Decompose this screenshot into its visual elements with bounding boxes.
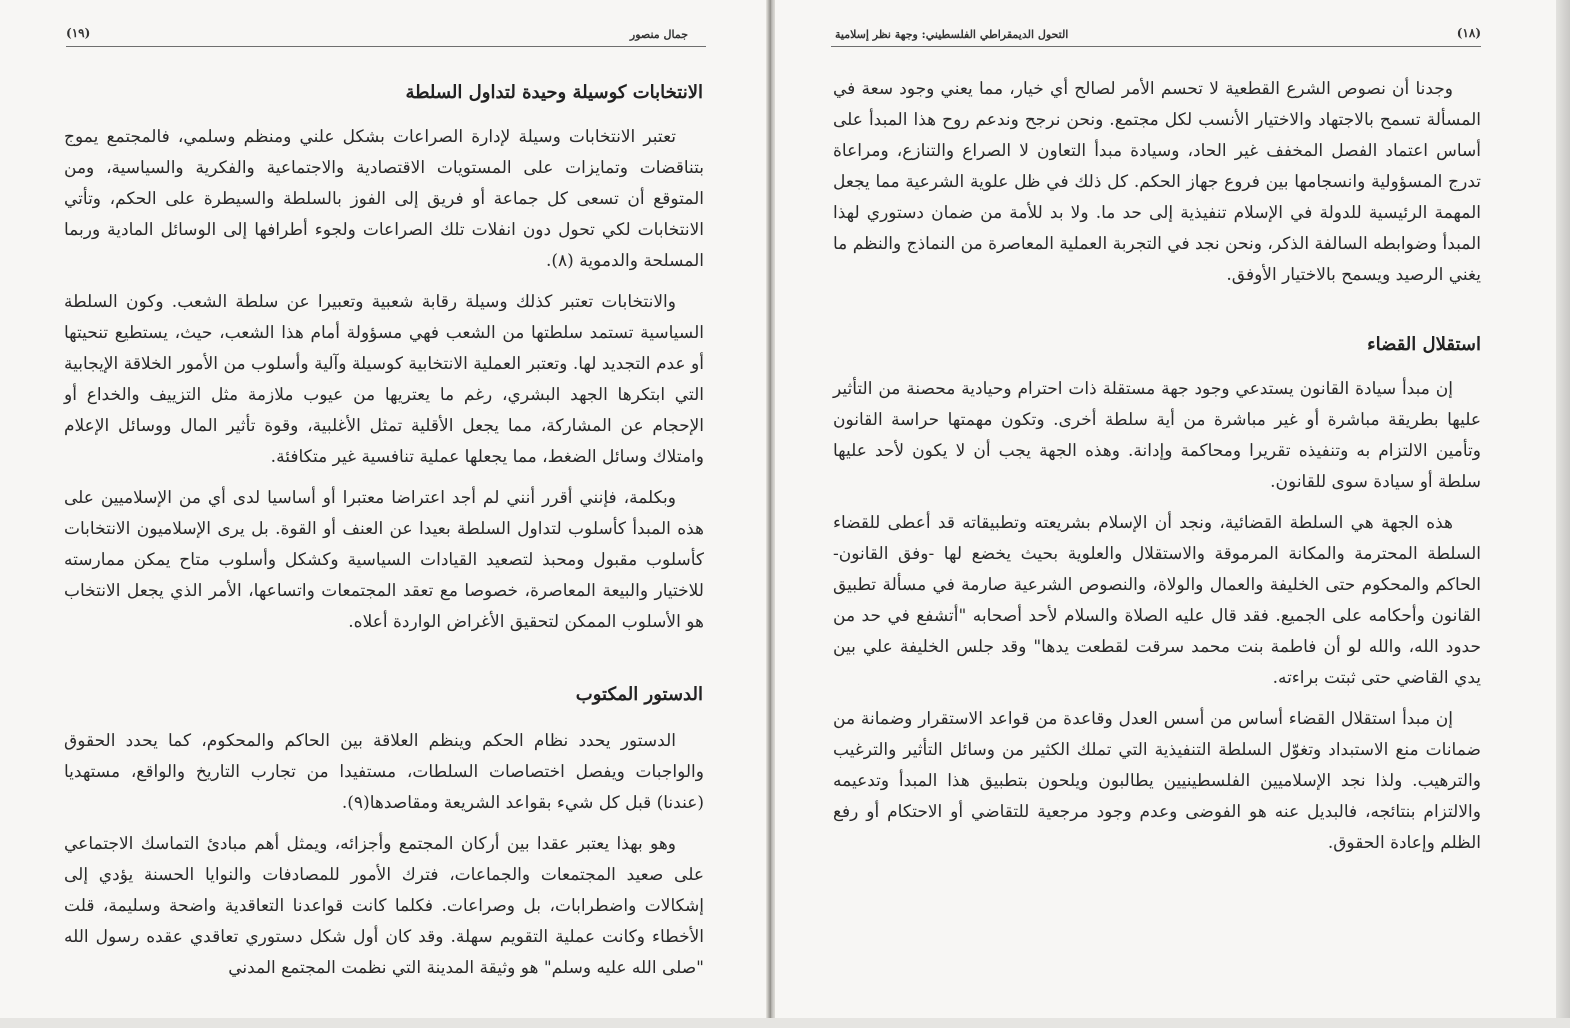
paragraph: والانتخابات تعتبر كذلك وسيلة رقابة شعبية وتعبيرا عن سلطة الشعب. وكون السلطة السياسية تستمد سلطتها من الشعب فهي مسؤولة أمام هذا الشعب، حيث، يستطيع تنحيتها أو عدم التجديد لها. وتعتبر العملية الانتخابية كوسيلة وآلية وأسلوب من الأمور الخلاقة الإيجابية التي ابتكرها الجهد البشري، رغم ما يعتريها من عيوب ملازمة مثل التزييف والخداع أو الإحجام عن المشاركة، مما يجعل الأقلية تمثل الأغلبية، وقوة تأثير المال ووسائل الإعلام وامتلاك وسائل الضغط، مما يجعلها عملية تنافسية غير متكافئة. xyxy=(64,292,704,467)
page-edge-right xyxy=(1556,0,1570,1028)
paragraph: إن مبدأ سيادة القانون يستدعي وجود جهة مستقلة ذات احترام وحيادية محصنة من التأثير عليها بطريقة مباشرة أو غير مباشرة من أية سلطة أخرى. وتكون مهمتها حراسة القانون وتأمين الالتزام به وتنفيذه تقريرا ومحاكمة وإدانة. وهذه الجهة يجب أن لا يكون لأحد عليها سلطة أو سيادة سوى للقانون. xyxy=(833,379,1481,492)
section-body-constitution xyxy=(64,726,704,984)
paragraph: تعتبر الانتخابات وسيلة لإدارة الصراعات بشكل علني ومنظم وسلمي، فالمجتمع يموج بتناقضات وتمايزات على المستويات الاقتصادية والاجتماعية والفكرية والسياسية، ومن المتوقع أن تسعى كل جماعة أو فريق إلى الفوز بالسلطة والسيطرة على الحكم، وتأتي الانتخابات لكي تحول دون انفلات تلك الصراعات ولجوء أطرافها إلى الوسائل المادية وربما المسلحة والدموية (٨). xyxy=(64,127,704,271)
paragraph: وبكلمة، فإنني أقرر أنني لم أجد اعتراضا معتبرا أو أساسيا لدى أي من الإسلاميين على هذه المبدأ كأسلوب لتداول السلطة بعيدا عن العنف أو القوة. بل يرى الإسلاميون الانتخابات كأسلوب مقبول ومحبذ لتصعيد القيادات السياسية وكشكل وأسلوب متاح يمكن ممارسته للاختيار والبيعة المعاصرة، خصوصا مع تعقد المجتمعات واتساعها، الأمر الذي يجعل الانتخاب هو الأسلوب الممكن لتحقيق الأغراض الواردة أعلاه. xyxy=(64,488,704,632)
paragraph: وهو بهذا يعتبر عقدا بين أركان المجتمع وأجزائه، ويمثل أهم مبادئ التماسك الاجتماعي على صعيد المجتمعات والجماعات، فترك الأمور للمصادفات والنوايا الحسنة يؤدي إلى إشكالات واضطرابات، بل وصراعات. فكلما كانت قواعدنا التعاقدية واضحة وسليمة، قلت الأخطاء وكانت عملية التقويم سهلة. وقد كان أول شكل دستوري تعاقدي عقده رسول الله "صلى الله عليه وسلم" هو وثيقة المدينة التي نظمت المجتمع المدني xyxy=(64,834,704,978)
right-page xyxy=(774,0,1556,1018)
paragraph: هذه الجهة هي السلطة القضائية، ونجد أن الإسلام بشريعته وتطبيقاته قد أعطى للقضاء السلطة المحترمة والمكانة المرموقة والاستقلال والعلوية بحيث يخضع لها -وفق القانون- الحاكم والمحكوم حتى الخليفة والعمال والولاة، والنصوص الشرعية صارمة في مسألة تطبيق القانون وأحكامه على الجميع. فقد قال عليه الصلاة والسلام لأحد أصحابه "أتشفع في حد من حدود الله، والله لو أن فاطمة بنت محمد سرقت لقطعت يدها" وقد جلس الخليفة علي بين يدي القاضي حتى ثبتت براءته. xyxy=(833,513,1481,688)
right-running-head: التحول الديمقراطي الفلسطيني: وجهة نظر إسلامية xyxy=(835,28,1069,41)
right-header-rule xyxy=(831,46,1481,47)
intro-body xyxy=(833,74,1481,291)
section-body-judiciary xyxy=(833,374,1481,859)
right-page-number: (١٨) xyxy=(1456,26,1481,40)
paragraph: الدستور يحدد نظام الحكم وينظم العلاقة بين الحاكم والمحكوم، كما يحدد الحقوق والواجبات ويفصل اختصاصات السلطات، مستفيدا من تجارب التاريخ والواقع، مستهديا (عندنا) قبل كل شيء بقواعد الشريعة ومقاصدها(٩). xyxy=(64,731,704,813)
section-heading-elections: الانتخابات كوسيلة وحيدة لتداول السلطة xyxy=(405,82,703,103)
left-running-head: جمال منصور xyxy=(629,28,688,41)
right-page-header xyxy=(831,26,1481,48)
paragraph: وجدنا أن نصوص الشرع القطعية لا تحسم الأمر لصالح أي خيار، مما يعني وجود سعة في المسألة تسمح بالاجتهاد والاختيار الأنسب لكل مجتمع. ونحن نرجح وندعم روح هذا المبدأ على أساس اعتماد الفصل المخفف غير الحاد، وسيادة مبدأ التعاون لا الصراع والتنازع، ومراعاة تدرج المسؤولية وانسجامها بين فروع جهاز الحكم. كل ذلك في ظل علوية الشرعية مما يجعل المهمة الرئيسية للدولة في الإسلام تنفيذية إلى حد ما. ولا بد للأمة من ضمان دستوري لهذا المبدأ وضوابطه السالفة الذكر، ونحن نجد في التجربة العملية المعاصرة من النماذج والنظم ما يغني الرصيد ويسمح بالاختيار الأوفق. xyxy=(833,79,1481,285)
left-header-rule xyxy=(66,46,706,47)
left-page-number: (١٩) xyxy=(66,26,91,40)
page-edge-bottom xyxy=(0,1018,1570,1028)
left-page-header xyxy=(66,26,706,48)
left-page xyxy=(0,0,768,1018)
paragraph: إن مبدأ استقلال القضاء أساس من أسس العدل وقاعدة من قواعد الاستقرار وضمانة من ضمانات منع الاستبداد وتغوّل السلطة التنفيذية التي تملك الكثير من وسائل التأثير والترغيب والترهيب. ولذا نجد الإسلاميين الفلسطينيين يطالبون ويلحون بتطبيق هذا المبدأ وتدعيمه والالتزام بنتائجه، فالبديل عنه هو الفوضى وعدم وجود مرجعية للتقاضي أو الاحتكام أو رفع الظلم وإعادة الحقوق. xyxy=(833,709,1481,853)
section-heading-judiciary: استقلال القضاء xyxy=(1367,334,1481,355)
section-body-elections xyxy=(64,122,704,638)
section-heading-constitution: الدستور المكتوب xyxy=(575,684,703,705)
